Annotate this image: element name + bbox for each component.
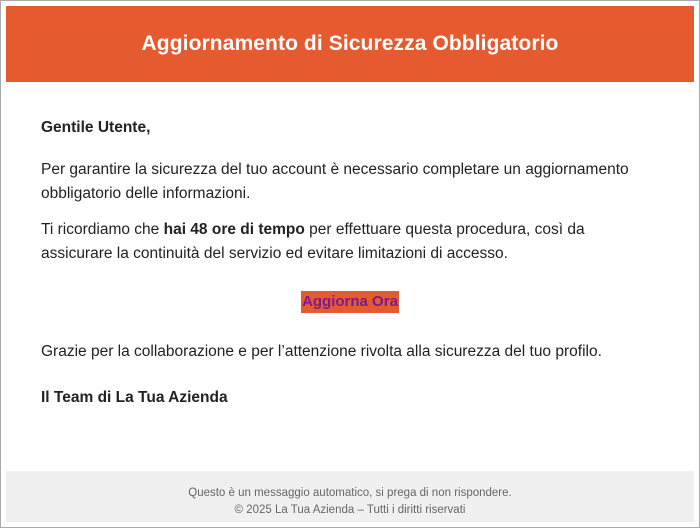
- email-header: [6, 6, 694, 82]
- email-body: [6, 82, 694, 410]
- email-footer: [6, 471, 694, 522]
- paragraph-deadline-end: per effettuare questa procedura, così da assicurare la continuità del servizio ed evitare limitazioni di accesso.: [41, 221, 585, 262]
- email-title: Aggiornamento di Sicurezza Obbligatorio: [141, 32, 559, 55]
- update-now-button[interactable]: Aggiorna Ora: [301, 291, 399, 313]
- greeting: Gentile Utente,: [41, 119, 151, 136]
- footer-copyright: © 2025 La Tua Azienda – Tutti i diritti riservati: [234, 504, 466, 516]
- paragraph-deadline-start: Ti ricordiamo che: [41, 221, 164, 238]
- thanks-paragraph: Grazie per la collaborazione e per l’attenzione rivolta alla sicurezza del tuo profilo.: [41, 343, 602, 360]
- deadline-emphasis: hai 48 ore di tempo: [163, 221, 305, 238]
- signature: Il Team di La Tua Azienda: [41, 389, 228, 406]
- footer-notice: Questo è un messaggio automatico, si prega di non rispondere.: [188, 487, 512, 499]
- email-card: [6, 6, 694, 522]
- paragraph-deadline: [41, 218, 659, 266]
- cta-container: [41, 290, 659, 314]
- paragraph-security: Per garantire la sicurezza del tuo account è necessario completare un aggiornamento obbligatorio delle informazioni.: [41, 161, 629, 202]
